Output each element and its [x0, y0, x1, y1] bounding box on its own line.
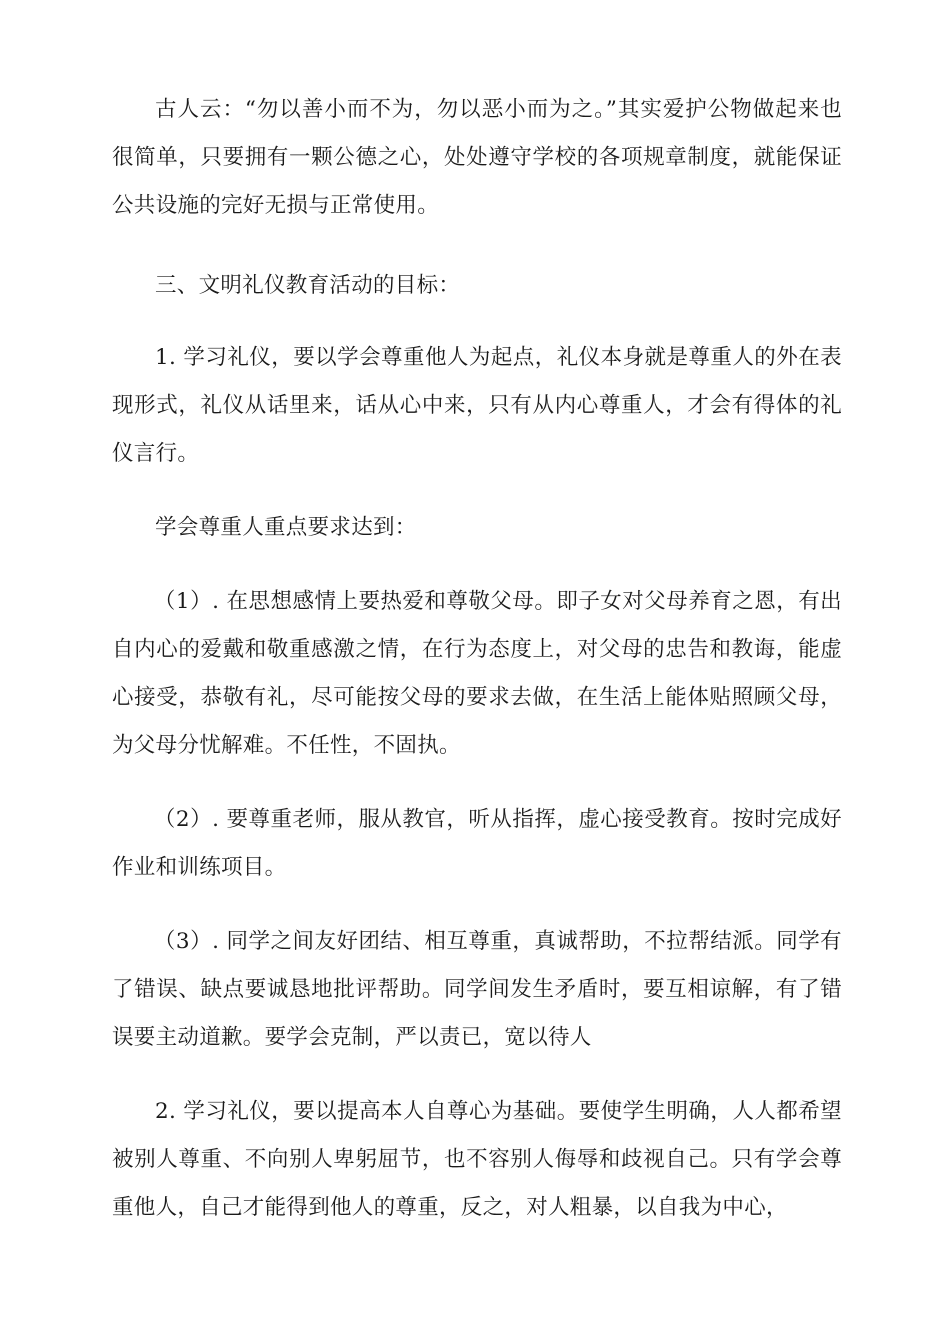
section-heading-goals: 三、文明礼仪教育活动的目标：	[155, 273, 461, 298]
paragraph-item-1: （1）. 在思想感情上要热爱和尊敬父母。即子女对父母养育之恩，有出自内心的爱戴和敬重感激之情，在行为态度上，对父母的忠告和教诲，能虚心接受，恭敬有礼，尽可能按父母的要求去做，在生活上能体贴照顾父母，为父母分忧解难。不任性，不固执。	[112, 589, 842, 758]
paragraph-item-2: （2）. 要尊重老师，服从教官，听从指挥，虚心接受教育。按时完成好作业和训练项目。	[112, 807, 842, 880]
paragraph-public-property: 古人云：“勿以善小而不为，勿以恶小而为之。”其实爱护公物做起来也很简单，只要拥有一颗公德之心，处处遵守学校的各项规章制度，就能保证公共设施的完好无损与正常使用。	[112, 97, 842, 218]
paragraph-respect-requirements: 学会尊重人重点要求达到：	[155, 515, 417, 540]
paragraph-item-3: （3）. 同学之间友好团结、相互尊重，真诚帮助，不拉帮结派。同学有了错误、缺点要诚恳地批评帮助。同学间发生矛盾时，要互相谅解，有了错误要主动道歉。要学会克制，严以责已，宽以待人	[112, 929, 842, 1050]
paragraph-goal-2: 2. 学习礼仪，要以提高本人自尊心为基础。要使学生明确，人人都希望被别人尊重、不向别人卑躬屈节，也不容别人侮辱和歧视自己。只有学会尊重他人，自己才能得到他人的尊重，反之，对人粗暴，以自我为中心，	[112, 1099, 842, 1220]
paragraph-goal-1: 1. 学习礼仪，要以学会尊重他人为起点，礼仪本身就是尊重人的外在表现形式，礼仪从话里来，话从心中来，只有从内心尊重人，才会有得体的礼仪言行。	[112, 345, 842, 466]
